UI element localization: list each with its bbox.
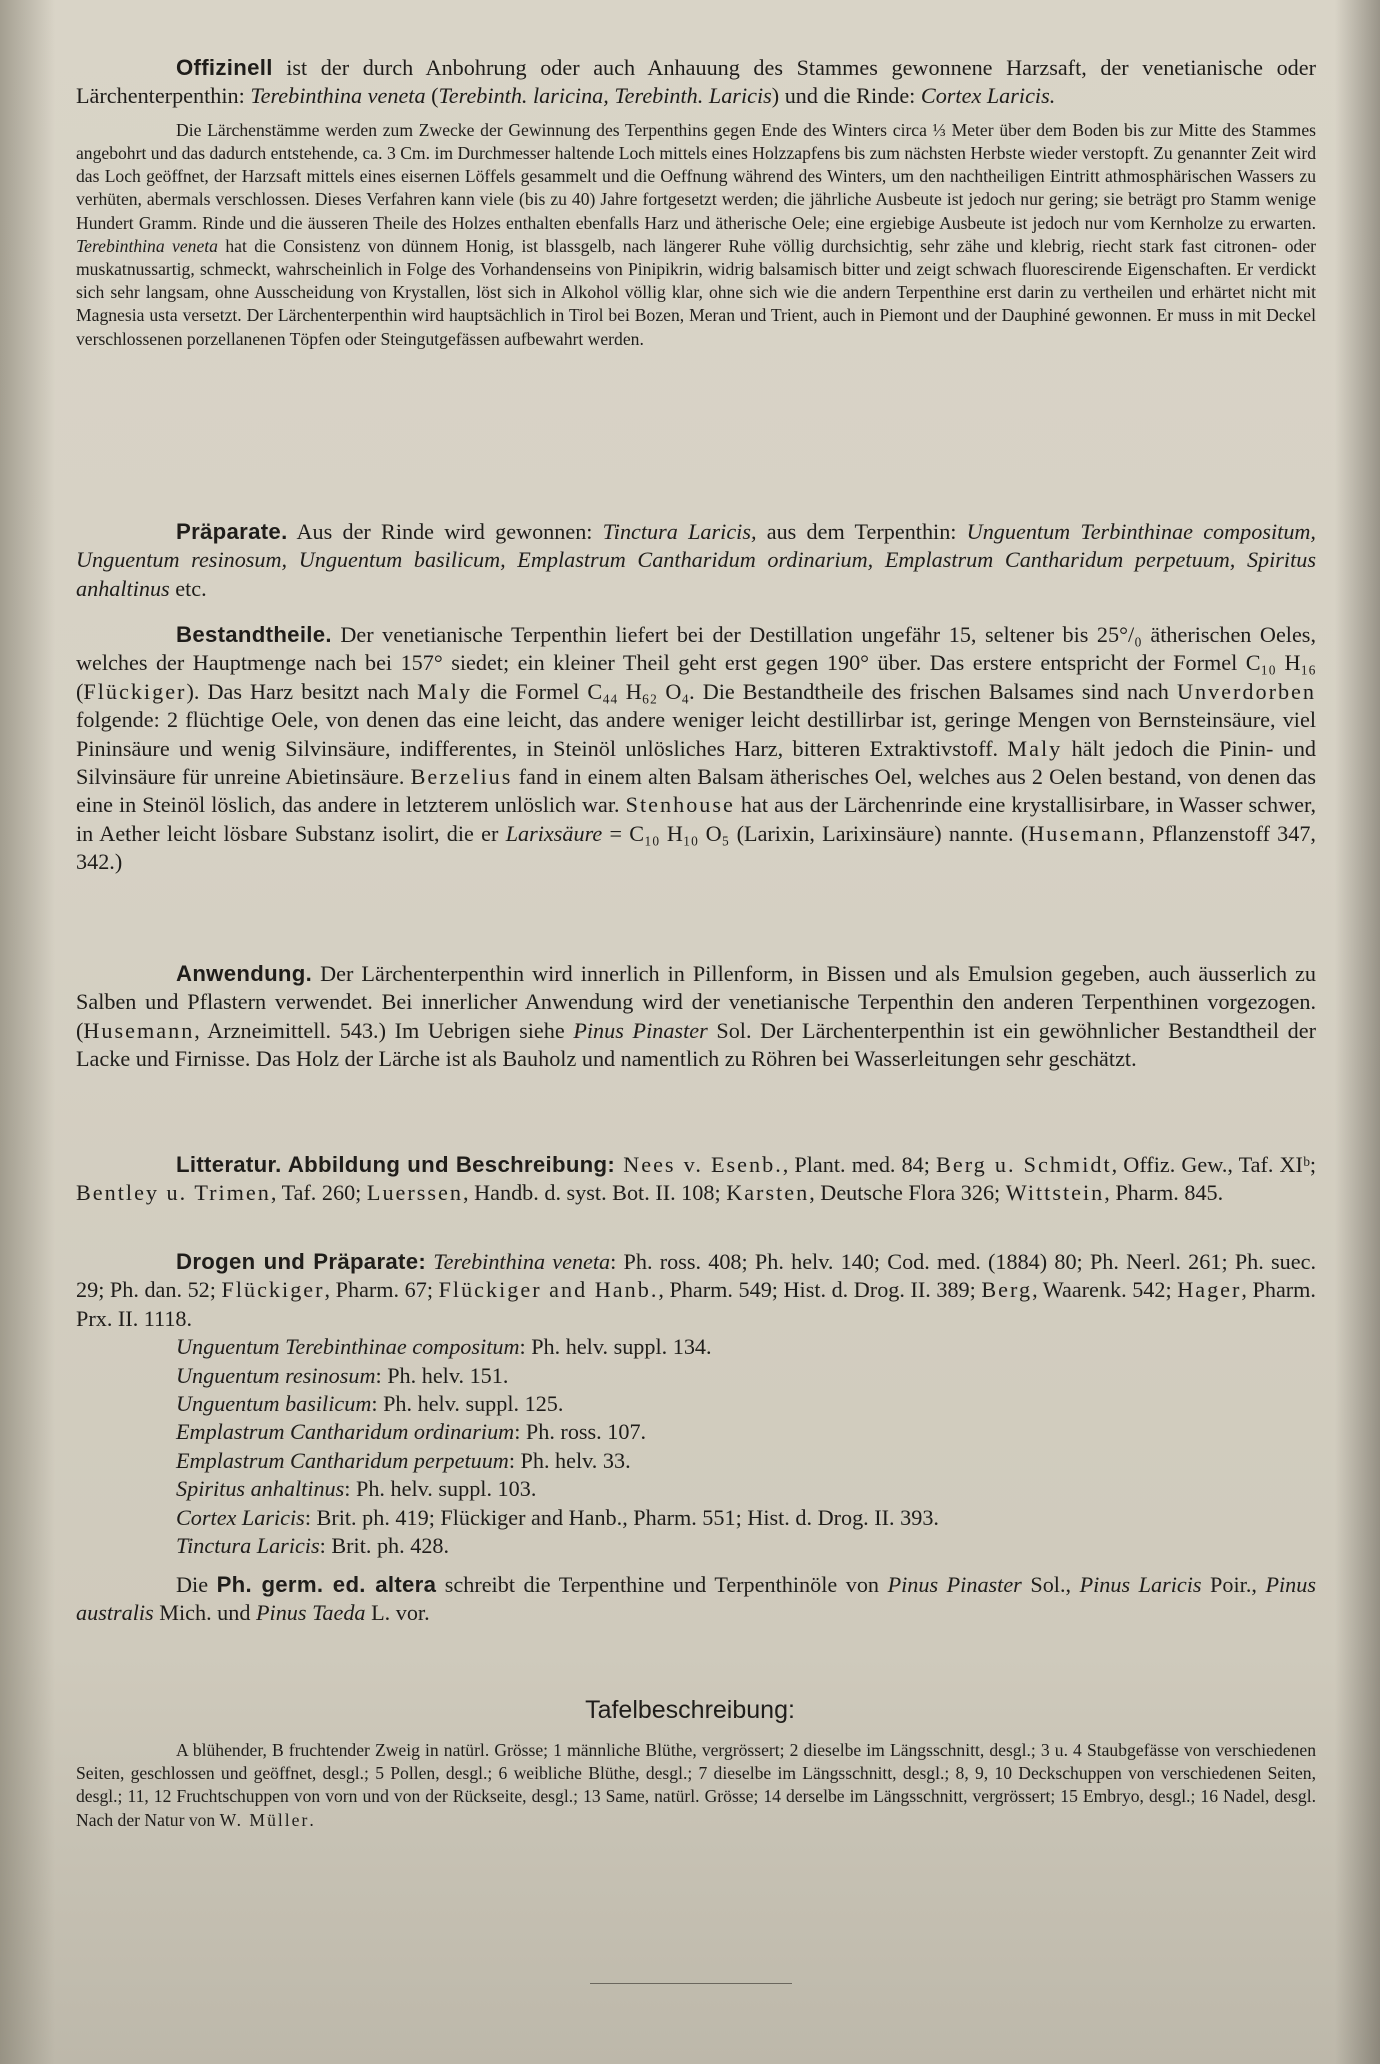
author-name: Bentley u. Trimen [76, 1180, 271, 1206]
text-span: : Ph. ross. 107. [514, 1419, 647, 1445]
text-span: fand in einem alten Balsam ätherisches Oel, welches aus 2 Oelen bestand, von denen das eine in Steinöl löslich, das andere in letzterem unlöslich war. [76, 764, 1316, 818]
author-name: Husemann [83, 1017, 195, 1043]
italic-span: Terebinth. laricina, Terebinth. Laricis [438, 83, 772, 109]
italic-span: Unguentum Terebinthinae compositum [176, 1334, 520, 1360]
text-span: , Taf. 260; [270, 1180, 367, 1206]
author-name: Stenhouse [625, 792, 735, 818]
list-item [176, 1447, 1316, 1475]
divider [590, 1983, 792, 1984]
author-name: Berg [981, 1277, 1033, 1303]
text-span: : Ph. helv. 33. [508, 1447, 631, 1473]
text-span: , Arzneimittell. 543.) Im Uebrigen siehe [194, 1017, 574, 1043]
praeparate-heading: Präparate. [176, 519, 288, 544]
text-span: : Ph. helv. suppl. 103. [344, 1476, 537, 1502]
list-item [176, 1532, 1316, 1560]
text-span: Der venetianische Terpenthin liefert bei der Destillation ungefähr 15, seltener bis 25°/₀ ätherischen Oeles, welches der Hauptmenge nach bei 157° siedet; ein kleiner Theil geht erst gegen 190° über. Das erstere entspricht der Formel C₁₀ H₁₆ ( [76, 622, 1316, 704]
author-name: Hager [1177, 1277, 1242, 1303]
text-span: , Offiz. Gew., Taf. XIᵇ; [1111, 1152, 1316, 1177]
author-name: W. Müller [219, 1809, 310, 1830]
text-span: Sol. Der Lärchenterpenthin ist ein gewöhnlicher Bestandtheil der Lacke und Firnisse. Das Holz der Lärche ist als Bauholz und namentlich zu Röhren bei Wasserleitungen sehr geschätzt. [76, 1017, 1316, 1072]
author-name: Luerssen [366, 1180, 464, 1206]
italic-span: Tinctura Laricis, [602, 519, 757, 544]
ph-germ-heading: Ph. germ. ed. altera [216, 1572, 437, 1597]
italic-span: Unguentum Terbinthinae compositum, Unguentum resinosum, Unguentum basilicum, Emplastrum Cantharidum ordinarium, Emplastrum Cantharidum perpetuum, Spiritus anhaltinus [76, 519, 1316, 601]
text-span: : Ph. helv. suppl. 134. [519, 1334, 712, 1360]
author-name: Karsten [726, 1180, 810, 1206]
litteratur-heading: Litteratur. [176, 1152, 282, 1177]
text-span: A blühender, B fruchtender Zweig in natürl. Grösse; 1 männliche Blüthe, vergrössert; 2 dieselbe im Längsschnitt, desgl.; 3 u. 4 Staubgefässe von verschiedenen Seiten, geschlossen und geöffnet, desgl.; 5 Pollen, desgl.; 6 weibliche Blüthe, desgl.; 7 dieselbe im Längsschnitt, desgl.; 8, 9, 10 Deckschuppen von verschiedenen Seiten, desgl.; 11, 12 Fruchtschuppen von vorn und von der Rückseite, desgl.; 13 Same, natürl. Grösse; 14 derselbe im Längsschnitt, vergrössert; 15 Embryo, desgl.; 16 Nadel, desgl. Nach der Natur von [76, 1740, 1316, 1830]
section-bestandtheile [76, 621, 1316, 877]
text-span: ) und die Rinde: [771, 83, 921, 109]
bestandtheile-paragraph [76, 621, 1316, 877]
italic-span: Pinus Pinaster [573, 1017, 708, 1043]
list-item [176, 1362, 1316, 1390]
author-name: Wittstein [1005, 1180, 1105, 1206]
section-praeparate [76, 518, 1316, 603]
italic-span: Unguentum basilicum [176, 1391, 372, 1417]
author-name: Nees v. Esenb. [615, 1152, 783, 1177]
text-span: . [309, 1809, 314, 1830]
text-span: hat aus der Lärchenrinde eine krystallisirbare, in Wasser schwer, in Aether leicht lösbare Substanz isolirt, die er [76, 792, 1316, 846]
text-span: Der Lärchenterpenthin wird innerlich in Pillenform, in Bissen und als Emulsion gegeben, auch äusserlich zu Salben und Pflastern verwendet. Bei innerlicher Anwendung wird der venetianische Terpenthin den anderen Terpenthinen vorgezogen. ( [76, 961, 1316, 1043]
text-span: , Pharm. 67; [324, 1277, 439, 1303]
text-span: , Pharm. 845. [1104, 1180, 1224, 1206]
text-span: ). Das Harz besitzt nach [186, 678, 418, 704]
italic-span: Terebinthina veneta [76, 235, 218, 256]
section-litteratur [76, 1151, 1316, 1208]
text-span: Sol., [1021, 1572, 1080, 1597]
bestandtheile-heading: Bestandtheile. [176, 622, 332, 647]
tafel-paragraph [76, 1739, 1316, 1832]
offizinell-paragraph [76, 54, 1316, 111]
author-name: Flückiger [221, 1277, 325, 1303]
text-span: : Brit. ph. 419; Flückiger and Hanb., Pharm. 551; Hist. d. Drog. II. 393. [304, 1504, 939, 1530]
italic-span: Emplastrum Cantharidum ordinarium [176, 1419, 515, 1445]
text-span: Poir., [1201, 1572, 1266, 1597]
text-span: aus dem Terpenthin: [756, 519, 967, 544]
text-span: etc. [169, 575, 207, 601]
list-item [176, 1475, 1316, 1503]
italic-span: Spiritus anhaltinus [176, 1476, 345, 1502]
author-name: Flückiger [83, 678, 187, 704]
list-item [176, 1504, 1316, 1532]
text-span: Aus der Rinde wird gewonnen: [287, 519, 603, 544]
text-span: = C₁₀ H₁₀ O₅ (Larixin, Larixinsäure) nannte. ( [602, 820, 1029, 846]
drogen-heading: Drogen und Präparate: [176, 1249, 427, 1274]
anwendung-heading: Anwendung. [176, 961, 313, 986]
text-span: , Deutsche Flora 326; [809, 1180, 1006, 1206]
italic-span: Tinctura Laricis [176, 1533, 320, 1559]
italic-span: Pinus australis [76, 1572, 1316, 1626]
text-span: schreibt die Terpenthine und Terpenthinöle von [436, 1572, 888, 1597]
text-span: hält jedoch die Pinin- und Silvinsäure für unreine Abietinsäure. [76, 735, 1317, 790]
italic-span: Larixsäure [505, 820, 603, 846]
text-span: Mich. und [153, 1600, 256, 1626]
list-item [176, 1418, 1316, 1446]
list-item [176, 1390, 1316, 1418]
text-span: : Ph. helv. suppl. 125. [371, 1391, 564, 1417]
section-tafel [76, 1739, 1316, 1832]
praeparate-paragraph [76, 518, 1316, 603]
litteratur-subheading: Abbildung und Beschreibung: [281, 1152, 616, 1177]
text-span: Die Lärchenstämme werden zum Zwecke der Gewinnung des Terpenthins gegen Ende des Winters circa ⅓ Meter über dem Boden bis zur Mitte des Stammes angebohrt und das dadurch entstehende, ca. 3 Cm. im Durchmesser haltende Loch mittels eines Holzzapfens bis zum nächsten Herbste wieder verstopft. Zu genannter Zeit wird das Loch geöffnet, der Harzsaft mittels eines eisernen Löffels gesammelt und die Oeffnung während des Winters, um den nachtheiligen Eintritt athmosphärischen Wassers zu verhüten, abermals verschlossen. Dieses Verfahren kann viele (bis zu 40) Jahre fortgesetzt werden; die jährliche Ausbeute ist jedoch nur gering; sie beträgt pro Stamm wenige Hundert Gramm. Rinde und die äusseren Theile des Holzes enthalten ebenfalls Harz und ätherische Oele; eine ergiebige Ausbeute ist jedoch nur vom Kernholze zu erwarten. [76, 119, 1316, 233]
italic-span: Pinus Laricis [1079, 1572, 1202, 1597]
section-drogen [76, 1248, 1316, 1560]
offizinell-detail-paragraph [76, 119, 1316, 351]
ph-germ-paragraph [76, 1571, 1316, 1628]
text-span: Die [176, 1572, 217, 1597]
author-name: Husemann [1028, 820, 1140, 846]
italic-span: Pinus Pinaster [887, 1572, 1022, 1597]
text-span: , Pharm. 549; Hist. d. Drog. II. 389; [658, 1277, 982, 1303]
italic-span: Terebinthina veneta [426, 1249, 611, 1274]
section-ph-germ [76, 1571, 1316, 1628]
text-span: , Pflanzenstoff 347, 342.) [76, 820, 1316, 875]
text-span: , Pharm. Prx. II. 1118. [76, 1277, 1316, 1331]
section-offizinell [76, 54, 1316, 351]
text-span: hat die Consistenz von dünnem Honig, ist blassgelb, nach längerer Ruhe völlig durchsichtig, sehr zähe und klebrig, riecht stark fast citronen- oder muskatnussartig, schmeckt, wahrscheinlich in Folge des Vorhandenseins von Pinipikrin, widrig balsamisch bitter und zeigt schwach fluorescirende Eigenschaften. Er verdickt sich sehr langsam, ohne Ausscheidung von Krystallen, löst sich in Alkohol völlig klar, ohne sich wie die andern Terpenthine erst darin zu vertheilen und erhärtet nicht mit Magnesia usta versetzt. Der Lärchenterpenthin wird hauptsächlich in Tirol bei Bozen, Meran und Trient, auch in Piemont und der Dauphiné gewonnen. Er muss in mit Deckel verschlossenen porzellanenen Töpfen oder Steingutgefässen aufbewahrt werden. [76, 235, 1317, 349]
tafel-title: Tafelbeschreibung: [585, 1696, 795, 1724]
list-item [176, 1333, 1316, 1361]
italic-span: Cortex Laricis [176, 1504, 305, 1530]
author-name: Maly [1007, 735, 1063, 761]
text-span: die Formel C₄₄ H₆₂ O₄. Die Bestandtheile des frischen Balsames sind nach [472, 678, 1177, 704]
italic-span: Terebinthina veneta [250, 83, 426, 109]
author-name: Flückiger and Hanb. [438, 1277, 659, 1303]
text-span: , Waarenk. 542; [1032, 1277, 1178, 1303]
section-anwendung [76, 960, 1316, 1074]
author-name: Unverdorben [1176, 678, 1316, 704]
anwendung-paragraph [76, 960, 1316, 1074]
text-span: : Ph. helv. 151. [375, 1362, 509, 1388]
drogen-paragraph [76, 1248, 1316, 1333]
author-name: Maly [417, 678, 472, 704]
text-span: L. vor. [365, 1600, 430, 1626]
offizinell-heading: Offizinell [176, 55, 273, 80]
author-name: Berzelius [410, 764, 513, 790]
italic-span: Unguentum resinosum [176, 1362, 376, 1388]
litteratur-paragraph [76, 1151, 1316, 1208]
text-span: : Ph. ross. 408; Ph. helv. 140; Cod. med. (1884) 80; Ph. Neerl. 261; Ph. suec. 29; Ph. dan. 52; [76, 1249, 1316, 1303]
text-span: , Handb. d. syst. Bot. II. 108; [463, 1180, 727, 1206]
text-span: , Plant. med. 84; [782, 1152, 937, 1177]
text-span: : Brit. ph. 428. [319, 1533, 450, 1559]
text-span: ist der durch Anbohrung oder auch Anhauung des Stammes gewonnene Harzsaft, der venetianische oder Lärchenterpenthin: [76, 55, 1316, 109]
italic-span: Pinus Taeda [256, 1600, 366, 1626]
text-span: folgende: 2 flüchtige Oele, von denen das eine leicht, das andere weniger leicht destillirbar ist, geringe Mengen von Bernsteinsäure, viel Pininsäure und wenig Silvinsäure, indifferentes, in Steinöl unlösliches Harz, bitteren Extraktivstoff. [76, 707, 1316, 761]
text-span: ( [425, 83, 439, 109]
author-name: Berg u. Schmidt [936, 1152, 1112, 1177]
italic-span: Emplastrum Cantharidum perpetuum [176, 1447, 509, 1473]
drogen-list [76, 1333, 1316, 1560]
italic-span: Cortex Laricis. [920, 83, 1056, 109]
